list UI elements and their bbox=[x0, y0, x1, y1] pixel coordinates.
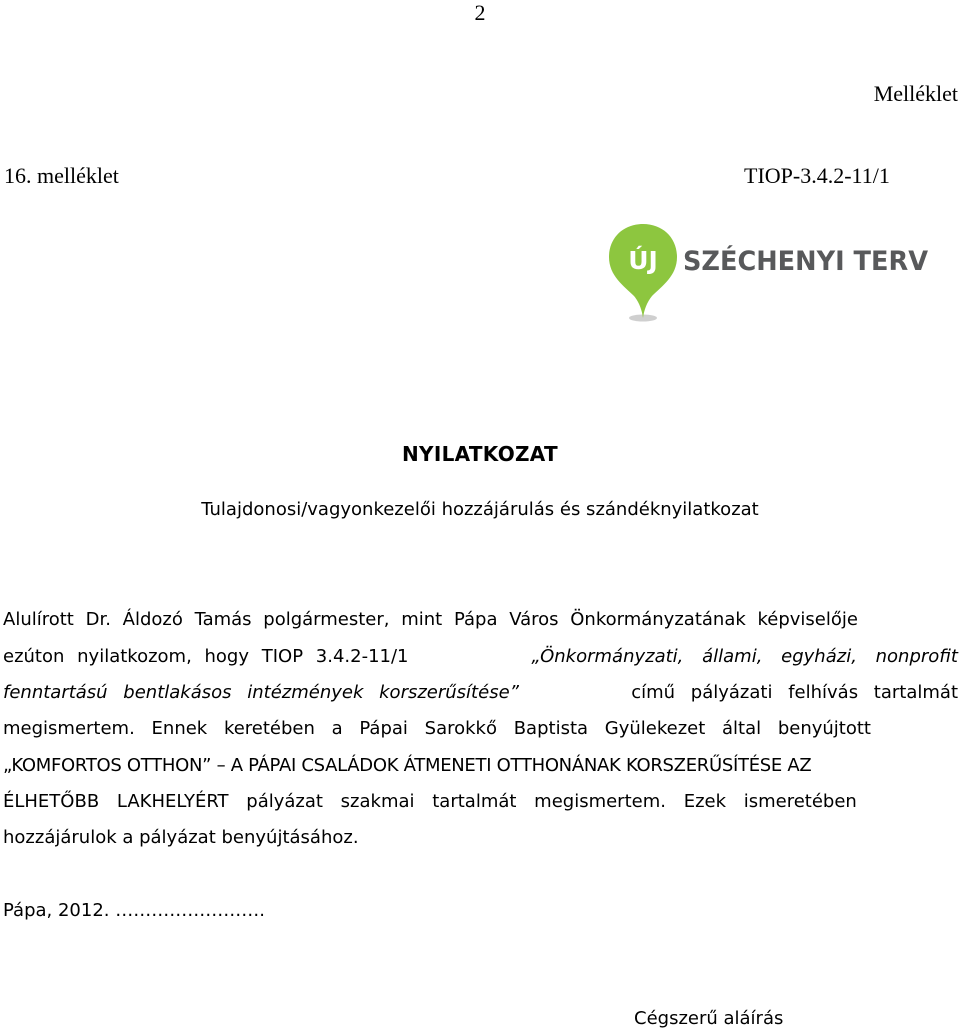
document-subtitle: Tulajdonosi/vagyonkezelői hozzájárulás és szándéknyilatkozat bbox=[201, 499, 759, 520]
body-line-5-text: „KOMFORTOS OTTHON” – A PÁPAI CSALÁDOK ÁTMENETI OTTHONÁNAK KORSZERŰSÍTÉSE AZ bbox=[3, 755, 812, 776]
body-line-3 bbox=[3, 681, 958, 705]
annex-number: 16. melléklet bbox=[4, 163, 119, 188]
uj-szechenyi-terv-logo bbox=[606, 222, 932, 324]
logo-badge-text: ÚJ bbox=[628, 246, 658, 275]
logo-graphic bbox=[606, 222, 932, 324]
body-line-4-text: megismertem. Ennek keretében a Pápai Sarokkő Baptista Gyülekezet által benyújtott bbox=[3, 718, 871, 739]
body-line-3-italic: fenntartású bentlakásos intézmények korszerűsítése” bbox=[3, 682, 519, 703]
body-line-3-plain: című pályázati felhívás tartalmát bbox=[631, 682, 958, 703]
logo-brand-text: SZÉCHENYI TERV bbox=[683, 246, 932, 277]
body-line-7: hozzájárulok a pályázat benyújtásához. bbox=[3, 827, 359, 848]
body-line-1-text: Alulírott Dr. Áldozó Tamás polgármester, mint Pápa Város Önkormányzatának képviselője bbox=[3, 609, 858, 630]
body-line-5 bbox=[3, 754, 958, 778]
body-line-2 bbox=[3, 645, 958, 669]
annex-label: Melléklet bbox=[873, 81, 958, 106]
program-code: TIOP-3.4.2-11/1 bbox=[744, 163, 890, 188]
body-line-1 bbox=[3, 608, 958, 632]
body-line-2-italic: „Önkormányzati, állami, egyházi, nonprofit bbox=[531, 646, 958, 667]
body-line-4 bbox=[3, 717, 958, 741]
place-date: Pápa, 2012. ……………………. bbox=[3, 900, 265, 921]
body-line-2-plain: ezúton nyilatkozom, hogy TIOP 3.4.2-11/1 bbox=[3, 646, 409, 667]
body-line-6 bbox=[3, 790, 958, 814]
signature-label: Cégszerű aláírás bbox=[634, 1008, 784, 1029]
page-number: 2 bbox=[474, 0, 486, 25]
document-title: NYILATKOZAT bbox=[402, 442, 558, 466]
body-line-6-text: ÉLHETŐBB LAKHELYÉRT pályázat szakmai tartalmát megismertem. Ezek ismeretében bbox=[3, 791, 857, 812]
